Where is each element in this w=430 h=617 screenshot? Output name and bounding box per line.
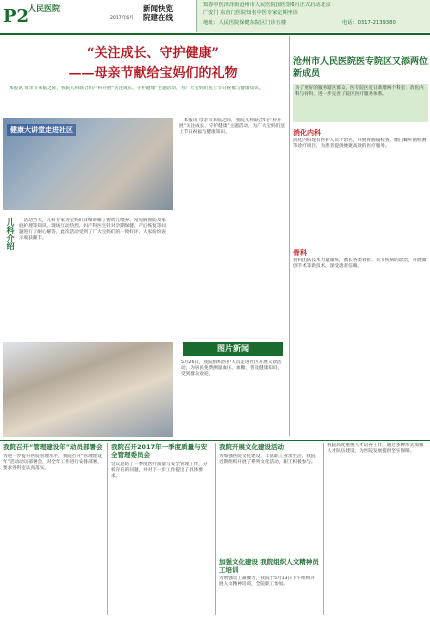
page-number: P2 bbox=[3, 6, 30, 27]
main-body-col-2 bbox=[179, 118, 285, 336]
article-4-body: 为增强员工凝聚力，我院于5月13日下午组织开展人文精神培训，全院职工参加。 bbox=[219, 576, 316, 587]
ad-banner bbox=[196, 0, 430, 32]
article-3-body: 为加强医院文化建设，丰富职工业余生活，我院近期组织开展了系列文化活动，职工积极参与。 bbox=[219, 454, 316, 465]
main-body-text: 活动当天，儿科专家为宝妈们详细讲解了婴幼儿喂养、常见病预防及家庭护理等知识，现场互动热烈。妇产科医生针对孕期保健、产后恢复等问题进行了耐心解答。此次活动受到了广大宝妈们的一致好评，大家纷纷表示收获颇丰。 bbox=[19, 218, 167, 241]
right-body-1: 消化内科现有医护人员十余名，开展胃肠镜检查、幽门螺杆菌检测等诊疗项目，为患者提供便捷高效的医疗服务。 bbox=[293, 138, 427, 149]
ad-line-1: 知春中医泽泽街沧州市人民医院国医馆6月正式启动北京 bbox=[203, 2, 331, 8]
right-intro: 为了更好的服务辖区群众，医专院区近日新增两个科室：消化内科与骨科，进一步完善了院区医疗服务体系。 bbox=[293, 84, 428, 122]
bottom-section bbox=[3, 443, 427, 615]
issue-date: 2017年6月 bbox=[110, 16, 134, 21]
main-article bbox=[3, 38, 286, 338]
article-4-title: 加强文化建设 我院组织人文精神员工培训 bbox=[219, 558, 319, 574]
headline-2: ——母亲节献给宝妈们的礼物 bbox=[68, 66, 238, 81]
masthead bbox=[0, 0, 430, 34]
article-2-title: 我院召开2017年一季度质量与安全管理委员会 bbox=[111, 443, 208, 459]
ad-phone: 电话：0317-2139380 bbox=[342, 20, 396, 26]
photo-banner: 健康大讲堂走进社区 bbox=[7, 124, 76, 136]
right-article bbox=[293, 38, 428, 438]
right-subhead-2: 骨科 bbox=[293, 249, 307, 257]
bottom-col-3 bbox=[219, 443, 319, 615]
bottom-col-1 bbox=[3, 443, 103, 615]
right-title: 沧州市人民医院医专院区又添两位新成员 bbox=[293, 57, 429, 79]
lead-paragraph: 本报讯 母亲节来临之际，我院儿科联合妇产科开展“关注成长、守护健康”主题活动，为广大宝妈们送上节日祝福与健康知识。 bbox=[9, 86, 264, 91]
photo-news-caption: 5月26日，我院组织医护人员走进社区开展义诊活动，为居民免费测量血压、血糖，普及健康知识，受到群众欢迎。 bbox=[181, 360, 283, 377]
right-subhead-1: 消化内科 bbox=[293, 129, 321, 137]
right-body-2: 骨科团队技术力量雄厚，擅长各类骨折、关节疾病的诊治，开展微创手术等新技术，深受患者信赖。 bbox=[293, 258, 427, 269]
article-photo bbox=[3, 118, 173, 210]
photo-news-image bbox=[3, 342, 173, 437]
main-body-col-1 bbox=[19, 218, 169, 336]
bottom-col-2 bbox=[111, 443, 211, 615]
article-3-title: 我院开展文化建设活动 bbox=[219, 443, 284, 451]
photo-news bbox=[3, 342, 286, 437]
article-1-title: 我院召开“管理建设年”动员部署会 bbox=[3, 443, 103, 451]
main-body-text-2: 本报讯 母亲节来临之际，我院儿科联合妇产科开展“关注成长、守护健康”主题活动，为广大宝妈们送上节日祝福与健康知识。 bbox=[179, 118, 285, 135]
photo-news-label: 图片新闻 bbox=[183, 342, 283, 356]
article-1-body: 为进一步提升医院管理水平，我院召开“管理建设年”活动动员部署会，对全年工作进行安排部署，要求各科室认真落实。 bbox=[3, 454, 102, 471]
article-2-body: 会议总结了一季度医疗质量与安全管理工作，分析存在的问题，并对下一步工作提出了具体要求。 bbox=[111, 462, 208, 479]
section-label: 新闻快览 院建在线 bbox=[143, 4, 173, 22]
ad-line-2: 广安门 东直门医院知名中医专家定期坐诊 bbox=[203, 10, 299, 16]
ad-address: 地址：人民医院保健东院区门诊五楼 bbox=[203, 20, 287, 26]
side-label: 儿科介绍 bbox=[6, 218, 15, 250]
article-5-body: 我院高度重视人才培养工作，通过多种形式加强人才队伍建设，为医院发展提供坚实保障。 bbox=[327, 443, 424, 454]
paper-name: 人民医院 bbox=[28, 4, 60, 13]
headline-1: “关注成长、守护健康” bbox=[87, 46, 219, 61]
